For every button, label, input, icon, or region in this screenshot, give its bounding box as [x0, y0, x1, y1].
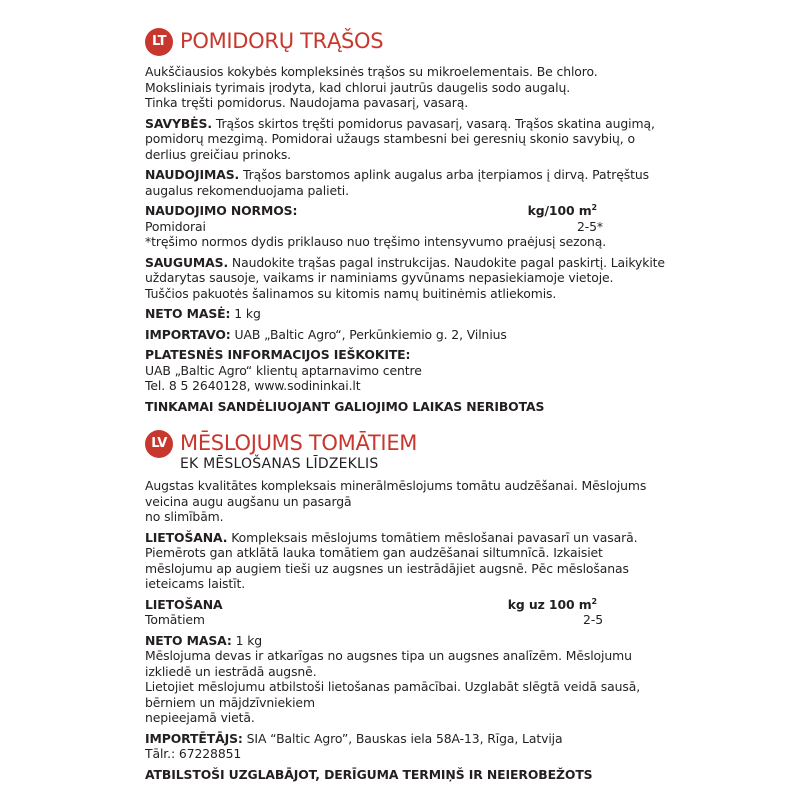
- table-row: [145, 612, 665, 628]
- table-row: [145, 219, 665, 235]
- lt-importer: [145, 327, 665, 343]
- lt-section: [145, 26, 665, 414]
- lt-safety-text: Tuščios pakuotės šalinamos su kitomis namų buitinėmis atliekomis.: [145, 285, 557, 301]
- lv-storage: [145, 767, 665, 783]
- lv-usage-text: mēslojumu ap augiem tieši uz augsnes un iestrādājiet augsnē. Pēc mēslošanas: [145, 560, 629, 576]
- lv-net-mass-label: NETO MASA:: [145, 632, 232, 648]
- lv-language-badge: LV: [145, 430, 173, 458]
- lv-title: MĒSLOJUMS TOMĀTIEM: [180, 431, 418, 455]
- lv-norms-value: 2-5: [583, 612, 603, 627]
- lt-usage-text: augalus rekomenduojama palieti.: [145, 182, 349, 198]
- lt-info: [145, 347, 665, 394]
- lt-norms-item: Pomidorai: [145, 218, 206, 234]
- lt-properties-text: derlius greičiau prinoks.: [145, 146, 292, 162]
- lv-norms-unit: kg uz 100 $m^2$: [507, 596, 597, 612]
- lv-net-mass-text: izkliedē un iestrādā augsnē.: [145, 663, 317, 679]
- lt-norms-unit: kg/100 $m^2$: [527, 202, 597, 218]
- lt-usage: [145, 167, 665, 198]
- lt-storage: [145, 399, 665, 415]
- lt-language-badge: LT: [145, 28, 173, 56]
- lv-net-mass-text: bērniem un mājdzīvniekiem: [145, 694, 315, 710]
- lt-norms-label: NAUDOJIMO NORMOS:: [145, 203, 298, 218]
- lv-intro: [145, 478, 665, 525]
- lt-norms: [145, 203, 665, 250]
- lv-net-mass-text: Lietojiet mēslojumu atbilstoši lietošanas pamācībai. Uzglabāt slēgtā veidā sausā,: [145, 679, 641, 694]
- lt-importer-label: IMPORTAVO:: [145, 326, 231, 342]
- lt-safety: [145, 255, 665, 302]
- lt-usage-text: Trąšos barstomos aplink augalus arba įterpiamos į dirvą. Patręštus: [239, 167, 649, 182]
- lv-net-mass-text: Mēslojuma devas ir atkarīgas no augsnes tipa un augsnes analīzēm. Mēslojumu: [145, 648, 632, 663]
- lt-importer-value: UAB „Baltic Agro“, Perkūnkiemio g. 2, Vilnius: [230, 326, 507, 342]
- lt-safety-text: uždarytas sausoje, vaikams ir naminiams gyvūnams nepasiekiamoje vietoje.: [145, 270, 614, 285]
- lt-intro: [145, 64, 665, 111]
- lt-properties: [145, 116, 665, 163]
- lv-norms: [145, 597, 665, 628]
- lv-usage: [145, 530, 665, 592]
- lt-net-mass: [145, 306, 665, 322]
- lv-importer: [145, 731, 665, 762]
- lt-properties-label: SAVYBĖS.: [145, 115, 212, 131]
- lv-storage-text: ATBILSTOŠI UZGLABĀJOT, DERĪGUMA TERMIŅŠ IR NEIEROBEŽOTS: [145, 766, 593, 782]
- lv-intro-line: Augstas kvalitātes kompleksais minerālmēslojums tomātu audzēšanai. Mēslojums: [145, 478, 647, 493]
- lt-usage-label: NAUDOJIMAS.: [145, 167, 240, 182]
- lv-subtitle: EK MĒSLOŠANAS LĪDZEKLIS: [180, 456, 379, 472]
- lv-usage-label: LIETOŠANA.: [145, 529, 228, 545]
- lv-net-mass-text: nepieejamā vietā.: [145, 710, 255, 725]
- lv-net-mass-value: 1 kg: [231, 632, 263, 648]
- lt-norms-note: *tręšimo normos dydis priklauso nuo tręšimo intensyvumo praėjusį sezoną.: [145, 234, 607, 249]
- lt-title: POMIDORŲ TRĄŠOS: [180, 29, 384, 53]
- lt-info-text: UAB „Baltic Agro“ klientų aptarnavimo centre: [145, 362, 422, 378]
- lt-properties-text: pomidorų mezgimą. Pomidorai užaugs stambesni bei geresnių skonio savybių, o: [145, 131, 635, 146]
- lv-header: [145, 428, 665, 460]
- lt-safety-label: SAUGUMAS.: [145, 254, 229, 270]
- lv-phone: Tālr.: 67228851: [145, 746, 242, 761]
- lv-usage-text: Kompleksais mēslojums tomātiem mēslošanai pavasarī un vasarā.: [227, 529, 638, 545]
- lv-section: [145, 428, 665, 782]
- lv-usage-text: Piemērots gan atklātā lauka tomātiem gan audzēšanai siltumnīcā. Izkaisiet: [145, 545, 603, 560]
- lv-intro-line: veicina augu augšanu un pasargā: [145, 493, 352, 509]
- lt-intro-line: Moksliniais tyrimais įrodyta, kad chlorui jautrūs daugelis sodo augalų.: [145, 79, 571, 95]
- lt-intro-line: Tinka tręšti pomidorus. Naudojama pavasarį, vasarą.: [145, 95, 469, 110]
- lt-net-mass-label: NETO MASĖ:: [145, 306, 231, 321]
- lv-net-mass: [145, 633, 665, 726]
- lv-norms-item: Tomātiem: [145, 612, 205, 627]
- lv-importer-value: SIA “Baltic Agro”, Bauskas iela 58A-13, Rīga, Latvija: [242, 730, 563, 746]
- lt-properties-text: Trąšos skirtos tręšti pomidorus pavasarį, vasarą. Trąšos skatina augimą,: [211, 115, 655, 131]
- lv-intro-line: no slimībām.: [145, 509, 224, 524]
- lt-safety-text: Naudokite trąšas pagal instrukcijas. Naudokite pagal paskirtį. Laikykite: [228, 254, 665, 270]
- lt-info-label: PLATESNĖS INFORMACIJOS IEŠKOKITE:: [145, 347, 411, 362]
- lv-usage-text: ieteicams laistīt.: [145, 576, 246, 591]
- lt-storage-text: TINKAMAI SANDĖLIUOJANT GALIOJIMO LAIKAS NERIBOTAS: [145, 398, 545, 414]
- lt-header: [145, 26, 665, 58]
- lt-info-text: Tel. 8 5 2640128, www.sodininkai.lt: [145, 378, 361, 393]
- lv-importer-label: IMPORTĒTĀJS:: [145, 730, 243, 746]
- lt-norms-value: 2-5*: [576, 218, 603, 234]
- lt-intro-line: Aukščiausios kokybės kompleksinės trąšos su mikroelementais. Be chloro.: [145, 64, 598, 79]
- lt-net-mass-value: 1 kg: [230, 306, 261, 321]
- lv-norms-label: LIETOŠANA: [145, 596, 223, 612]
